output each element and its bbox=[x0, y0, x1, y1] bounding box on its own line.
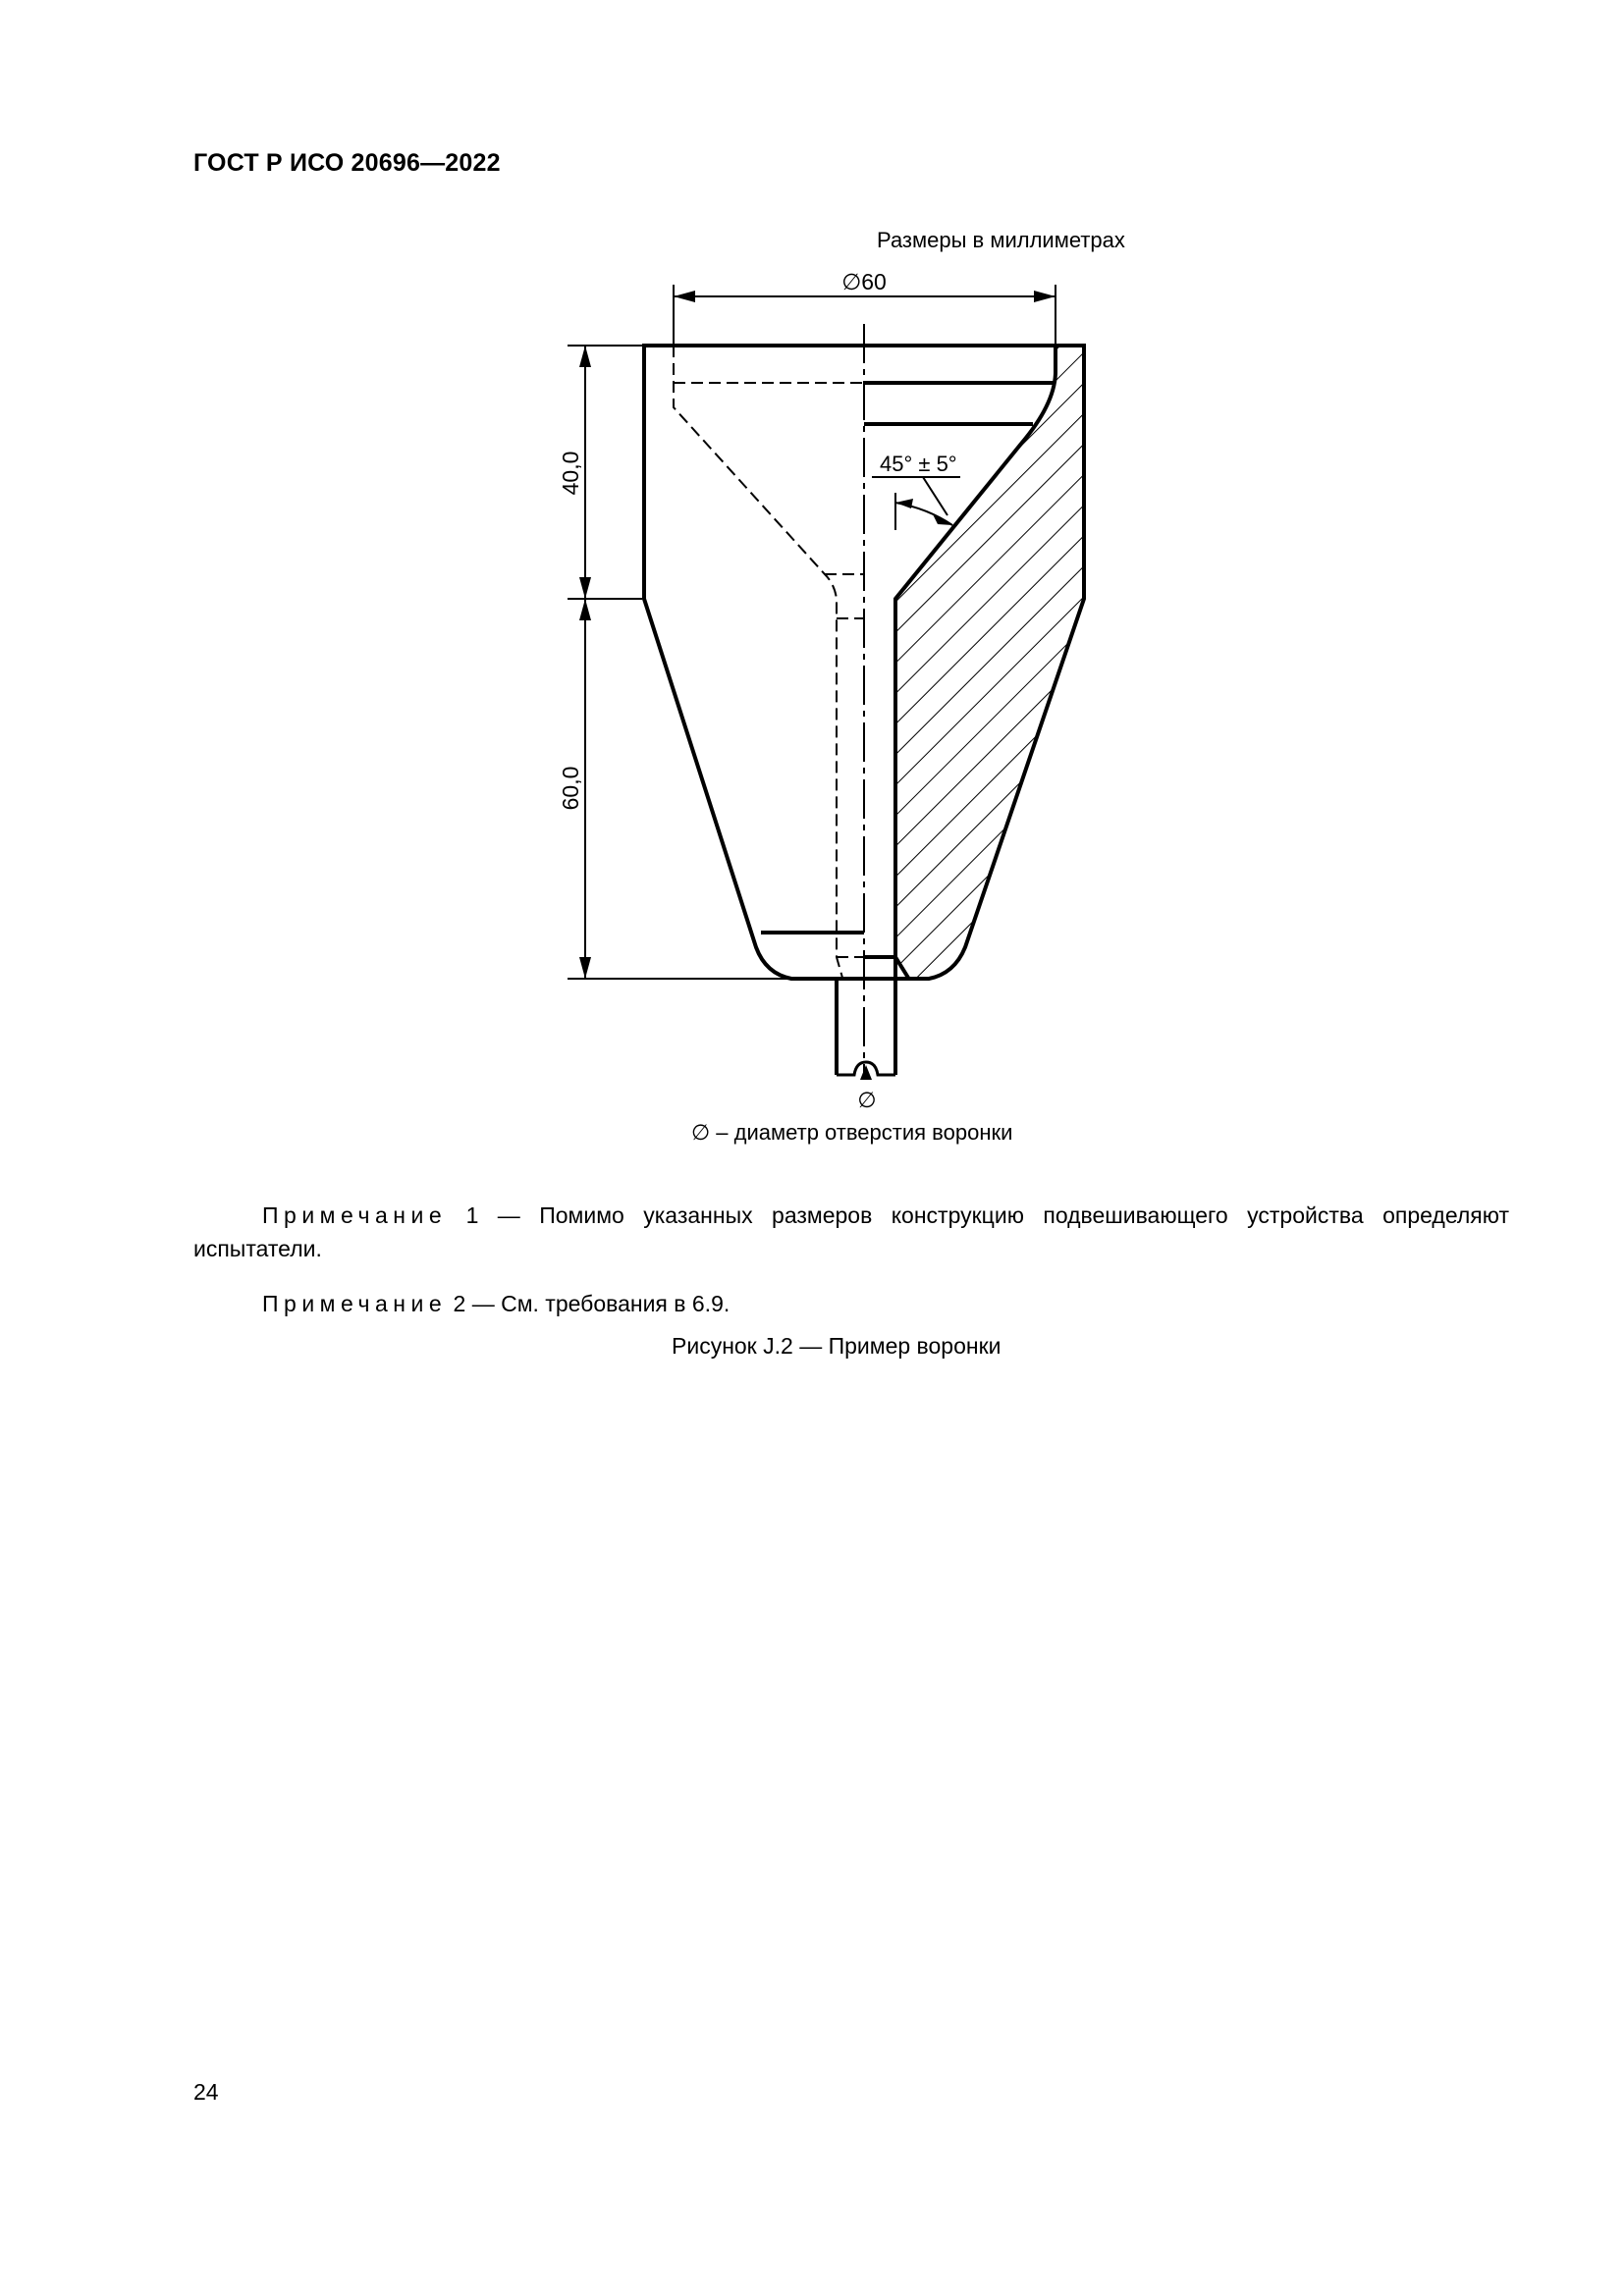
document-header: ГОСТ Р ИСО 20696—2022 bbox=[193, 149, 501, 177]
angle-label: 45° ± 5° bbox=[880, 452, 957, 476]
height-lower-label: 60,0 bbox=[558, 766, 583, 811]
units-note: Размеры в миллиметрах bbox=[877, 228, 1125, 252]
hidden-contour bbox=[674, 346, 842, 978]
diameter-top-label: ∅60 bbox=[841, 269, 887, 294]
hatched-section bbox=[895, 346, 1084, 978]
figure-caption: Рисунок J.2 — Пример воронки bbox=[672, 1333, 1001, 1359]
page-number: 24 bbox=[193, 2079, 219, 2105]
note-1-text: 1 — Помимо указанных размеров конструкцию подвешивающего устройства определяют испытатели. bbox=[193, 1202, 1509, 1261]
note-2-text: 2 — См. требования в 6.9. bbox=[453, 1291, 731, 1316]
note-1-label: Примечание bbox=[262, 1202, 448, 1228]
note-2 bbox=[193, 1287, 1509, 1320]
orifice-symbol: ∅ bbox=[857, 1088, 877, 1112]
note-2-label: Примечание bbox=[262, 1291, 448, 1316]
figure-legend: ∅ – диаметр отверстия воронки bbox=[691, 1120, 1013, 1145]
height-upper-label: 40,0 bbox=[558, 451, 583, 496]
note-1 bbox=[193, 1199, 1509, 1265]
